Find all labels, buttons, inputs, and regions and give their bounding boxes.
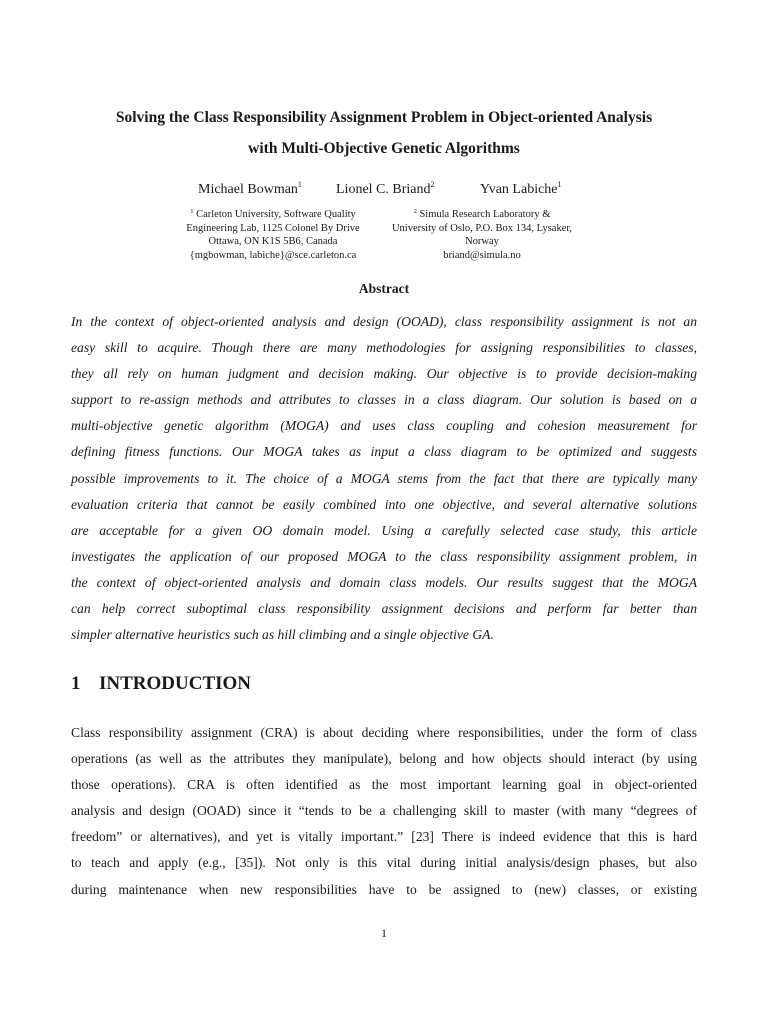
body-line: analysis and design (OOAD) since it “tends to be a challenging skill to master (with many “degrees of: [71, 803, 697, 819]
abstract-line: can help correct suboptimal class responsibility assignment decisions and perform far better than: [71, 601, 697, 617]
author-name: Michael Bowman: [198, 182, 298, 197]
affiliation-text: Simula Research Laboratory &: [419, 209, 551, 220]
body-line: to teach and apply (e.g., [35]). Not only is this vital during initial analysis/design phases, but also: [71, 855, 697, 871]
author-affiliation-mark: 2: [430, 180, 435, 189]
body-line: during maintenance when new responsibilities have to be assigned to (new) classes, or existing: [71, 881, 697, 897]
abstract-line: simpler alternative heuristics such as hill climbing and a single objective GA.: [71, 627, 494, 643]
abstract-line: defining fitness functions. Our MOGA takes as input a class diagram to be optimized and suggests: [71, 444, 697, 460]
author-name: Yvan Labiche: [480, 182, 558, 197]
paper-title: [40, 102, 728, 164]
affiliation-email: {mgbowman, labiche}@sce.carleton.ca: [189, 249, 357, 261]
abstract-line: In the context of object-oriented analysis and design (OOAD), class responsibility assignment is not an: [71, 314, 697, 329]
affiliation-line: [153, 208, 393, 222]
affiliation-carleton: [153, 208, 393, 262]
affiliation-email: briand@simula.no: [443, 249, 521, 261]
affiliation-line: Ottawa, ON K1S 5B6, Canada: [208, 236, 338, 248]
affiliation-line: [362, 208, 602, 222]
abstract-heading: Abstract: [358, 281, 410, 296]
body-line: Class responsibility assignment (CRA) is about deciding where responsibilities, under the form of class: [71, 725, 697, 740]
affiliation-line: University of Oslo, P.O. Box 134, Lysaker,: [391, 222, 573, 234]
abstract-line: they all rely on human judgment and decision making. Our objective is to provide decision-making: [71, 366, 697, 382]
body-line: operations (as well as the attributes they manipulate), belong and how objects should interact (by using: [71, 751, 697, 767]
introduction-body: [71, 720, 697, 903]
section-number: 1: [71, 673, 81, 694]
affiliation-line: Norway: [465, 236, 499, 248]
abstract-line: possible improvements to it. The choice of a MOGA stems from the fact that there are typically many: [71, 470, 697, 486]
author-briand: [336, 181, 435, 199]
abstract-line: easy skill to acquire. Though there are many methodologies for assigning responsibilities to classes,: [71, 340, 697, 356]
page-number: 1: [381, 926, 387, 940]
author-labiche: [480, 181, 562, 199]
author-name: Lionel C. Briand: [336, 182, 431, 197]
affiliation-text: Carleton University, Software Quality: [196, 209, 356, 220]
title-line: with Multi-Objective Genetic Algorithms: [248, 140, 520, 157]
abstract-line: are acceptable for a given OO domain model. Using a carefully selected case study, this article: [71, 522, 697, 538]
affiliation-mark: 2: [413, 208, 417, 215]
author-affiliation-mark: 1: [557, 180, 562, 189]
affiliation-line: Engineering Lab, 1125 Colonel By Drive: [186, 222, 360, 234]
affiliation-simula: [362, 208, 602, 262]
section-title: INTRODUCTION: [99, 673, 252, 694]
abstract-line: multi-objective genetic algorithm (MOGA) and uses class coupling and cohesion measurement for: [71, 418, 697, 434]
author-bowman: [198, 181, 302, 199]
body-line: freedom” or alternatives), and yet is vitally important.” [23] There is indeed evidence that this is hard: [71, 829, 697, 845]
abstract-line: investigates the application of our proposed MOGA to the class responsibility assignment problem, in: [71, 548, 697, 564]
abstract-line: evaluation criteria that cannot be easily combined into one objective, and several alternative solutions: [71, 496, 697, 512]
abstract-body: [71, 309, 697, 648]
body-line: those operations). CRA is often identified as the most important learning goal in object-oriented: [71, 777, 697, 793]
author-affiliation-mark: 1: [297, 180, 302, 189]
affiliation-mark: 1: [190, 208, 194, 215]
abstract-line: support to re-assign methods and attributes to classes in a class diagram. Our solution is based on a: [71, 392, 697, 408]
abstract-line: the context of object-oriented analysis and domain class models. Our results suggest that the MOGA: [71, 574, 697, 590]
section-heading-introduction: [71, 673, 251, 695]
title-line: Solving the Class Responsibility Assignment Problem in Object-oriented Analysis: [115, 109, 653, 126]
